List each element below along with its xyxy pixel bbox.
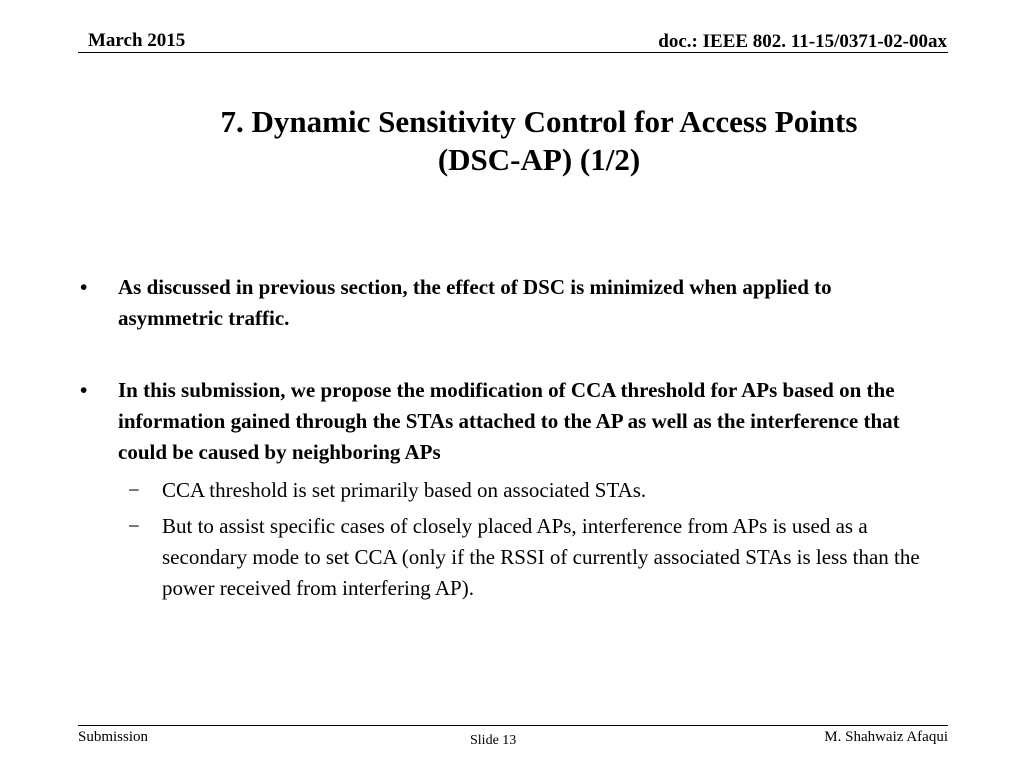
slide-title-line-1: 7. Dynamic Sensitivity Control for Access Points — [220, 104, 858, 139]
slide-title — [120, 103, 958, 179]
sub-bullet-item — [128, 475, 940, 506]
bullet-text: As discussed in previous section, the effect of DSC is minimized when applied to asymmetric traffic. — [118, 275, 832, 330]
bullet-item — [80, 272, 940, 334]
bullet-text: In this submission, we propose the modification of CCA threshold for APs based on the information gained through the STAs attached to the AP as well as the interference that could be caused by neighboring APs — [118, 378, 900, 464]
footer-divider — [78, 725, 948, 726]
bullet-marker: • — [80, 378, 88, 402]
footer-submission-label: Submission — [78, 729, 149, 745]
sub-bullet-item — [128, 511, 940, 604]
header-date: March 2015 — [88, 30, 186, 51]
bullet-marker: • — [80, 275, 88, 299]
footer-author: M. Shahwaiz Afaqui — [824, 729, 948, 745]
sub-bullet-text: But to assist specific cases of closely placed APs, interference from APs is used as a secondary mode to set CCA (only if the RSSI of currently associated STAs is less than the power received from interfering AP). — [162, 514, 920, 600]
slide-title-line-2: (DSC-AP) (1/2) — [437, 142, 641, 177]
sub-bullet-text: CCA threshold is set primarily based on associated STAs. — [162, 478, 647, 502]
bullet-item — [80, 375, 940, 468]
header-doc-id: doc.: IEEE 802. 11-15/0371-02-00ax — [658, 31, 947, 52]
sub-bullet-marker: − — [128, 478, 140, 502]
header-divider — [78, 52, 948, 53]
footer-slide-number: Slide 13 — [470, 733, 517, 748]
sub-bullet-marker: − — [128, 514, 140, 538]
